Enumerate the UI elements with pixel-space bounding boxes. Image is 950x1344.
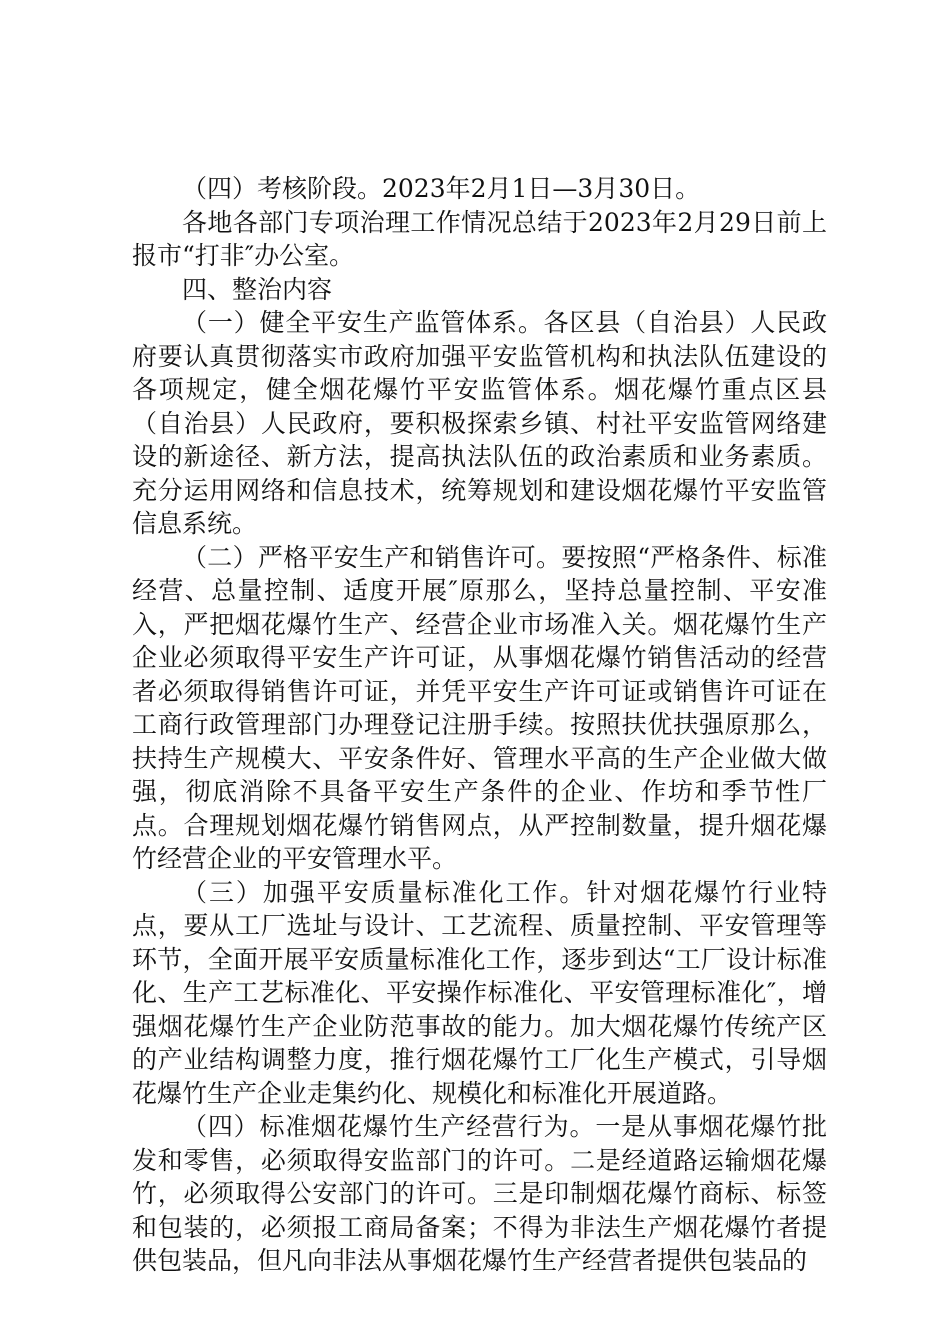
paragraph-licensing: （二）严格平安生产和销售许可。要按照“严格条件、标准经营、总量控制、适度开展″原那么，坚持总量控制、平安准入，严把烟花爆竹生产、经营企业市场准入关。烟花爆竹生产企业必须取得平安生产许可证，从事烟花爆竹销售活动的经营者必须取得销售许可证，并凭平安生产许可证或销售许可证在工商行政管理部门办理登记注册手续。按照扶优扶强原那么，扶持生产规模大、平安条件好、管理水平高的生产企业做大做强，彻底消除不具备平安生产条件的企业、作坊和季节性厂点。合理规划烟花爆竹销售网点，从严控制数量，提升烟花爆竹经营企业的平安管理水平。: [132, 542, 827, 873]
paragraph-supervision-system: （一）健全平安生产监管体系。各区县（自治县）人民政府要认真贯彻落实市政府加强平安监管机构和执法队伍建设的各项规定，健全烟花爆竹平安监管体系。烟花爆竹重点区县（自治县）人民政府，要积极探索乡镇、村社平安监管网络建设的新途径、新方法，提高执法队伍的政治素质和业务素质。充分运用网络和信息技术，统筹规划和建设烟花爆竹平安监管信息系统。: [132, 308, 827, 538]
paragraph-assessment-stage: （四）考核阶段。2023年2月1日—3月30日。: [182, 174, 701, 203]
paragraph-summary-report: 各地各部门专项治理工作情况总结于2023年2月29日前上报市“打非″办公室。: [132, 207, 827, 270]
paragraph-business-conduct: （四）标准烟花爆竹生产经营行为。一是从事烟花爆竹批发和零售，必须取得安监部门的许可。二是经道路运输烟花爆竹，必须取得公安部门的许可。三是印制烟花爆竹商标、标签和包装的，必须报工商局备案；不得为非法生产烟花爆竹者提供包装品，但凡向非法从事烟花爆竹生产经营者提供包装品的: [132, 1112, 827, 1275]
document-body: [132, 172, 827, 1278]
paragraph-quality-standardization: （三）加强平安质量标准化工作。针对烟花爆竹行业特点，要从工厂选址与设计、工艺流程、质量控制、平安管理等环节，全面开展平安质量标准化工作，逐步到达“工厂设计标准化、生产工艺标准化、平安操作标准化、平安管理标准化″，增强烟花爆竹生产企业防范事故的能力。加大烟花爆竹传统产区的产业结构调整力度，推行烟花爆竹工厂化生产模式，引导烟花爆竹生产企业走集约化、规模化和标准化开展道路。: [132, 877, 827, 1108]
section-heading-rectification: 四、整治内容: [182, 274, 333, 304]
